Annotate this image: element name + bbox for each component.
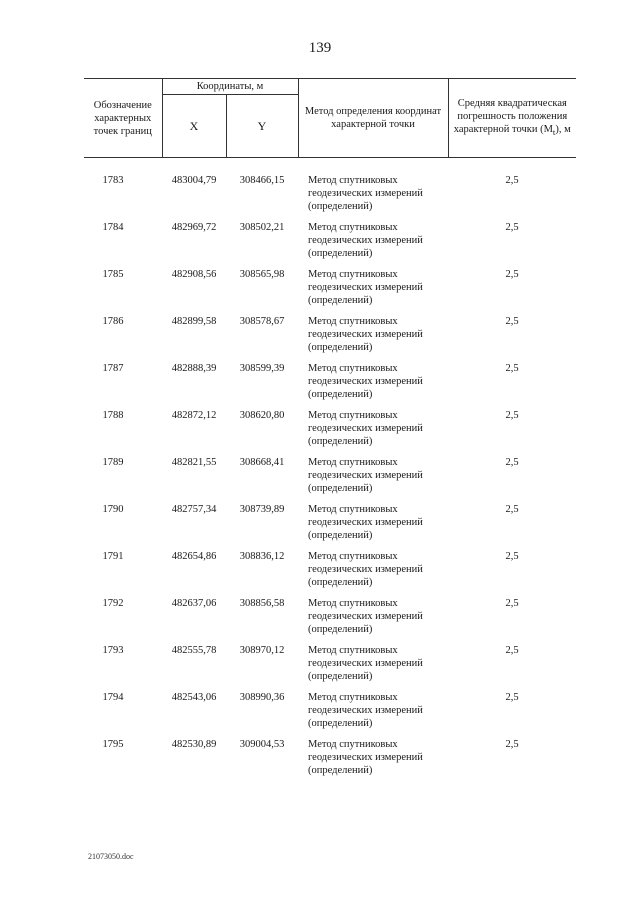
cell-point: 1788: [102, 409, 124, 421]
table-row: [84, 409, 576, 456]
table-row: [84, 691, 576, 738]
cell-point: 1795: [102, 738, 124, 750]
header-error-text: Средняя квадратическая погрешность положения характерной точки (M: [453, 97, 568, 135]
cell-error: 2,5: [505, 456, 519, 468]
header-error: [448, 79, 576, 158]
header-y: Y: [226, 95, 298, 158]
cell-point: 1787: [102, 362, 124, 374]
cell-x: 482757,34: [171, 503, 217, 515]
header-error-unit: ), м: [555, 123, 571, 135]
cell-point: 1784: [102, 221, 124, 233]
cell-x: 482821,55: [171, 456, 217, 468]
table-row: [84, 158, 576, 221]
header-point: Обозначение характерных точек границ: [84, 79, 162, 158]
cell-point: 1792: [102, 597, 124, 609]
cell-x: 483004,79: [171, 175, 217, 186]
cell-y: 309004,53: [239, 738, 285, 750]
cell-error: 2,5: [505, 221, 519, 233]
table-body: [84, 158, 576, 785]
cell-method: Метод спутниковых геодезических измерений (определений): [308, 597, 423, 635]
table-row: [84, 738, 576, 785]
cell-error: 2,5: [505, 644, 519, 656]
cell-y: 308668,41: [239, 456, 285, 468]
cell-x: 482899,58: [171, 315, 217, 327]
cell-y: 308599,39: [239, 362, 285, 374]
cell-error: 2,5: [505, 362, 519, 374]
table-row: [84, 221, 576, 268]
cell-method: Метод спутниковых геодезических измерений (определений): [308, 175, 423, 212]
cell-error: 2,5: [505, 503, 519, 515]
table-header-row-1: [84, 79, 576, 95]
cell-y: 308502,21: [239, 221, 285, 233]
table-row: [84, 503, 576, 550]
cell-method: Метод спутниковых геодезических измерений (определений): [308, 738, 423, 776]
cell-error: 2,5: [505, 409, 519, 421]
cell-y: 308578,67: [239, 315, 285, 327]
cell-method: Метод спутниковых геодезических измерений (определений): [308, 362, 423, 400]
page-number: 139: [308, 40, 332, 56]
cell-y: 308990,36: [239, 691, 285, 703]
cell-x: 482637,06: [171, 597, 217, 609]
cell-x: 482543,06: [171, 691, 217, 703]
cell-method: Метод спутниковых геодезических измерений (определений): [308, 315, 423, 353]
document-filename: 21073050.doc: [88, 852, 134, 861]
cell-method: Метод спутниковых геодезических измерений (определений): [308, 221, 423, 259]
cell-method: Метод спутниковых геодезических измерений (определений): [308, 550, 423, 588]
cell-point: 1789: [102, 456, 124, 468]
cell-point: 1794: [102, 691, 124, 703]
cell-method: Метод спутниковых геодезических измерений (определений): [308, 644, 423, 682]
coordinates-table: [84, 78, 576, 785]
table-row: [84, 597, 576, 644]
header-x: X: [162, 95, 226, 158]
cell-error: 2,5: [505, 550, 519, 562]
cell-x: 482969,72: [171, 221, 217, 233]
table-row: [84, 315, 576, 362]
cell-y: 308739,89: [239, 503, 285, 515]
cell-error: 2,5: [505, 597, 519, 609]
header-method: Метод определения координат характерной точки: [298, 79, 448, 158]
cell-method: Метод спутниковых геодезических измерений (определений): [308, 503, 423, 541]
cell-x: 482888,39: [171, 362, 217, 374]
cell-method: Метод спутниковых геодезических измерений (определений): [308, 409, 423, 447]
cell-point: 1785: [102, 268, 124, 280]
table-row: [84, 644, 576, 691]
table-row: [84, 268, 576, 315]
table-row: [84, 550, 576, 597]
cell-method: Метод спутниковых геодезических измерений (определений): [308, 268, 423, 306]
table-row: [84, 456, 576, 503]
cell-error: 2,5: [505, 315, 519, 327]
header-coordinates: Координаты, м: [162, 79, 298, 95]
cell-method: Метод спутниковых геодезических измерений (определений): [308, 691, 423, 729]
cell-point: 1783: [102, 175, 124, 186]
cell-error: 2,5: [505, 175, 519, 186]
cell-y: 308856,58: [239, 597, 285, 609]
cell-error: 2,5: [505, 738, 519, 750]
cell-x: 482872,12: [171, 409, 217, 421]
cell-method: Метод спутниковых геодезических измерений (определений): [308, 456, 423, 494]
cell-y: 308620,80: [239, 409, 285, 421]
cell-point: 1793: [102, 644, 124, 656]
cell-error: 2,5: [505, 268, 519, 280]
table-row: [84, 362, 576, 409]
cell-y: 308466,15: [239, 175, 285, 186]
cell-point: 1786: [102, 315, 124, 327]
header-error-subscript: t: [552, 127, 556, 138]
cell-y: 308836,12: [239, 550, 285, 562]
cell-x: 482555,78: [171, 644, 217, 656]
cell-error: 2,5: [505, 691, 519, 703]
cell-y: 308970,12: [239, 644, 285, 656]
cell-point: 1790: [102, 503, 124, 515]
cell-y: 308565,98: [239, 268, 285, 280]
cell-x: 482654,86: [171, 550, 217, 562]
cell-point: 1791: [102, 550, 124, 562]
cell-x: 482530,89: [171, 738, 217, 750]
cell-x: 482908,56: [171, 268, 217, 280]
